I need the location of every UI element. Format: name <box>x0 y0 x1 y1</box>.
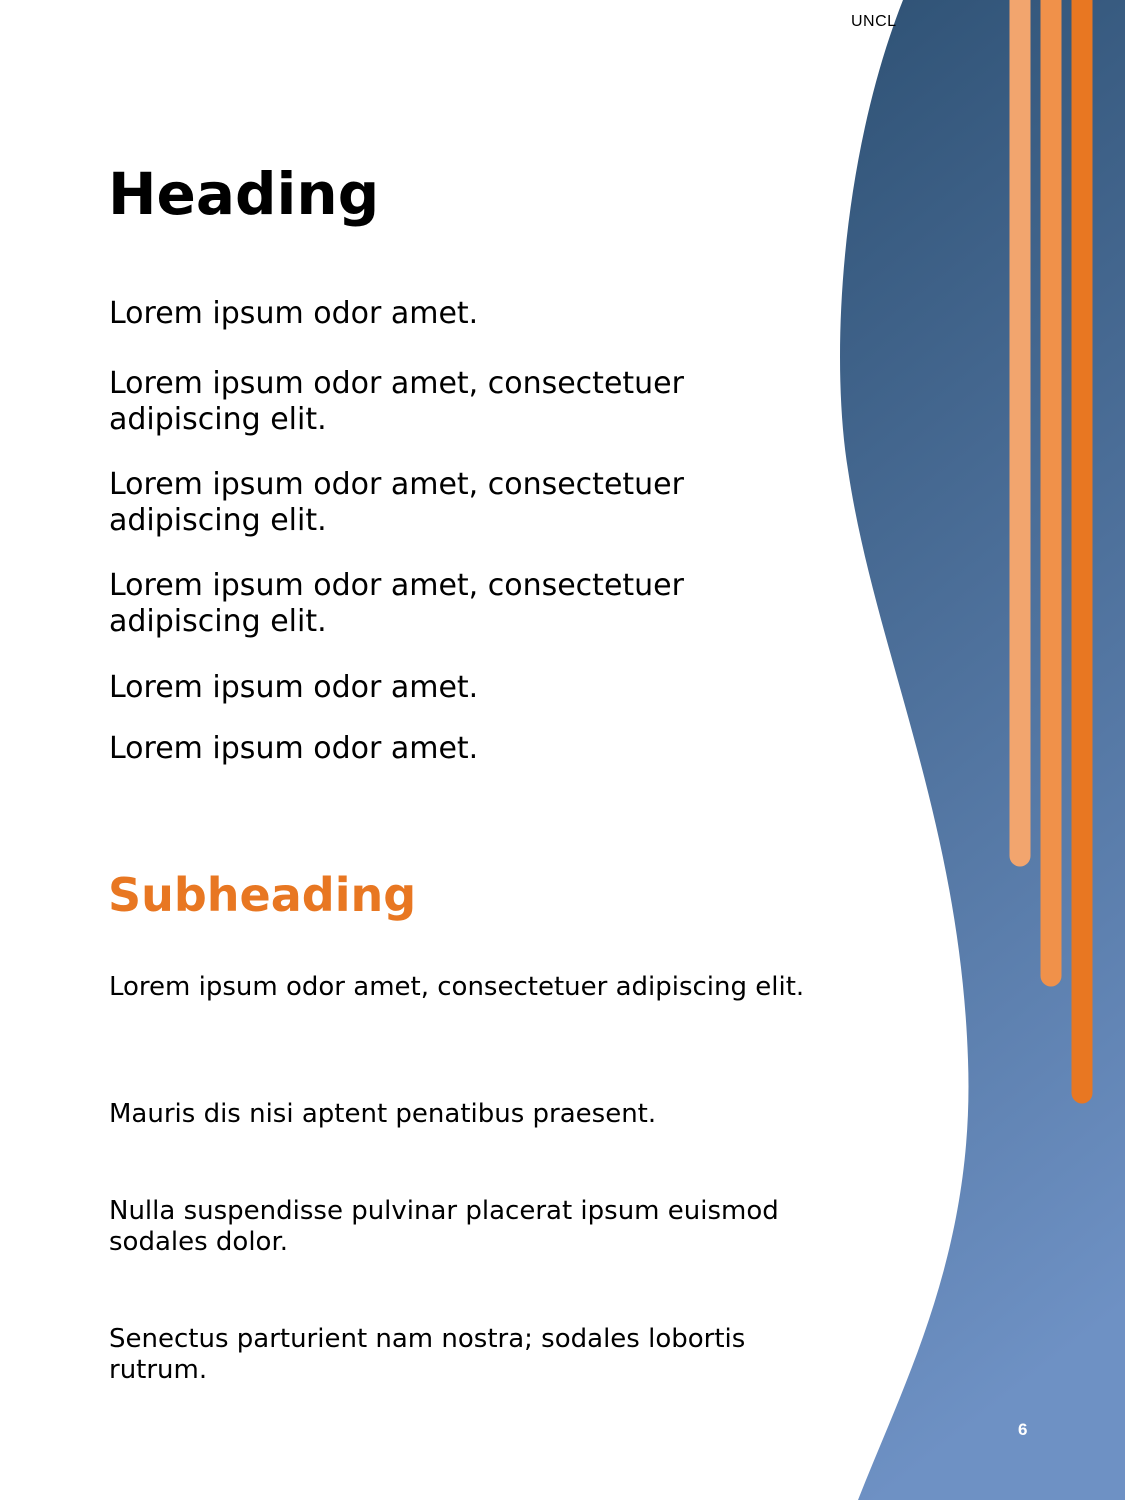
body-paragraph: Lorem ipsum odor amet, consectetuer adipiscing elit. <box>109 467 684 538</box>
body-paragraph: Lorem ipsum odor amet. <box>109 296 479 331</box>
body-paragraph: Lorem ipsum odor amet, consectetuer adipiscing elit. <box>109 568 684 639</box>
body-paragraph: Lorem ipsum odor amet. <box>109 670 479 705</box>
sub-paragraph: Senectus parturient nam nostra; sodales lobortis rutrum. <box>109 1324 746 1385</box>
body-paragraph: Lorem ipsum odor amet. <box>109 731 479 766</box>
page-number: 6 <box>1018 1420 1028 1439</box>
sub-paragraph: Mauris dis nisi aptent penatibus praesent. <box>109 1099 657 1129</box>
classification-label: UNCL <box>851 13 897 30</box>
page-subheading: Subheading <box>108 868 417 922</box>
body-paragraph: Lorem ipsum odor amet, consectetuer adipiscing elit. <box>109 366 684 437</box>
sub-paragraph: Lorem ipsum odor amet, consectetuer adipiscing elit. <box>109 972 805 1002</box>
sub-paragraph: Nulla suspendisse pulvinar placerat ipsum euismod sodales dolor. <box>109 1196 779 1257</box>
page-heading: Heading <box>108 160 380 228</box>
